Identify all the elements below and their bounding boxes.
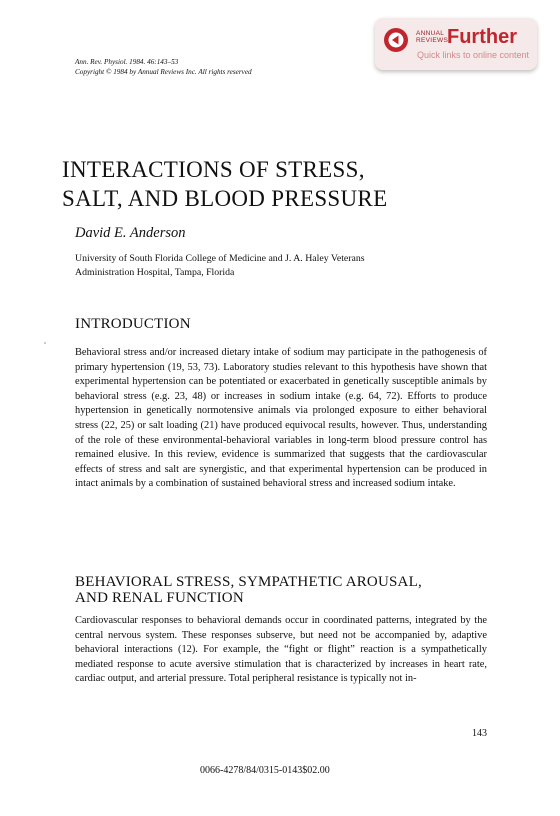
introduction-paragraph: Behavioral stress and/or increased dietary intake of sodium may participate in the pathogenesis of primary hypertension (19, 53, 73). Laboratory studies relevant to this hypothesis have shown that experimental hypertension can be potentiated or exacerbated in genetically susceptible animals by behavioral stress (e.g. 23, 48) or increases in sodium intake (e.g. 64, 72). Efforts to produce hypertension in genetically normotensive animals via prolonged exposure to either behavioral stress (22, 25) or salt loading (21) have produced equivocal results, however. Thus, understanding of the role of these environmental-behavioral variables in long-term blood pressure control has remained elusive. In this review, evidence is summarized that suggests that the cardiovascular effects of stress and salt are synergistic, and that experimental hypertension can be produced in intact animals by a combination of sustained behavioral stress and increased sodium intake.	[75, 347, 487, 490]
heading-line: BEHAVIORAL STRESS, SYMPATHETIC AROUSAL,	[75, 574, 422, 590]
journal-citation	[75, 58, 252, 77]
annual-reviews-further-badge[interactable]	[375, 18, 537, 70]
behavioral-stress-paragraph: Cardiovascular responses to behavioral demands occur in coordinated patterns, integrated by the central nervous system. These responses subserve, but need not be accompanied by, adaptive behavioral interactions (12). For example, the “fight or flight” reaction is a sympathetically mediated response to acute aversive stimulation that is characterized by increases in heart rate, cardiac output, and arterial pressure. Total peripheral resistance is typically not in-	[75, 615, 487, 685]
article-code: 0066-4278/84/0315-0143$02.00	[200, 765, 330, 776]
play-back-icon	[383, 27, 409, 53]
affiliation-line: Administration Hospital, Tampa, Florida	[75, 266, 235, 278]
heading-line: AND RENAL FUNCTION	[75, 590, 244, 606]
author-affiliation	[75, 252, 495, 279]
badge-further-label: Further	[447, 26, 517, 48]
section-heading-introduction: INTRODUCTION	[75, 316, 191, 332]
section-heading-behavioral-stress	[75, 574, 495, 606]
author-name: David E. Anderson	[75, 225, 186, 241]
badge-annual-reviews-label: ANNUAL REVIEWS	[416, 30, 449, 44]
article-title	[62, 155, 387, 213]
badge-quick-links-label[interactable]: Quick links to online content	[417, 50, 530, 60]
citation-line: Ann. Rev. Physiol. 1984. 46:143–53	[75, 58, 179, 66]
title-line: SALT, AND BLOOD PRESSURE	[62, 186, 388, 211]
title-line: INTERACTIONS OF STRESS,	[62, 157, 365, 182]
margin-mark	[44, 342, 46, 344]
affiliation-line: University of South Florida College of Medicine and J. A. Haley Veterans	[75, 253, 365, 264]
page-number: 143	[472, 728, 487, 739]
copyright-line: Copyright © 1984 by Annual Reviews Inc. All rights reserved	[75, 67, 252, 76]
